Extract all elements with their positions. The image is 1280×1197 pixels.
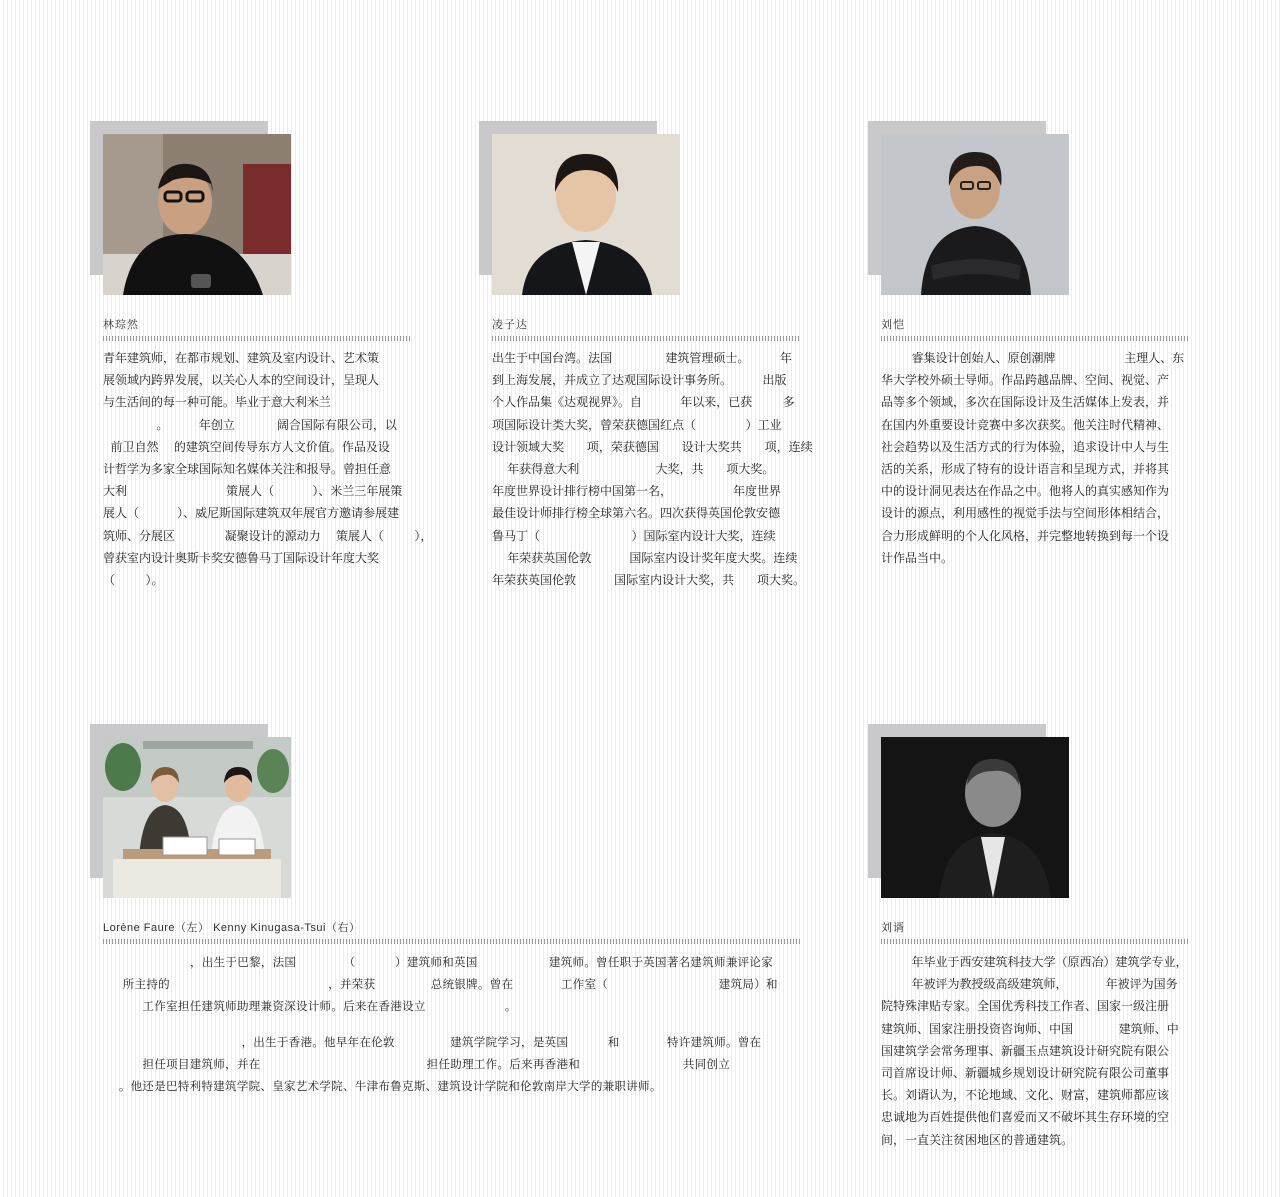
dotted-divider [881,336,1190,341]
portrait-photo-liukai [881,134,1069,295]
portrait-frame-ling [479,121,680,295]
profile-name: 凌子达 [492,318,528,331]
dotted-divider [103,939,801,944]
profile-name: Lorène Faure（左） Kenny Kinugasa-Tsui（右） [103,922,361,934]
profile-name: 刘恺 [881,318,905,331]
profile-bio: 年毕业于西安建筑科技大学（原西冶）建筑学专业， 年被评为教授级高级建筑师， 年被评为国务 院特殊津贴专家。全国优秀科技工作者、国家一级注册 建筑师、国家注册投资咨询师、中国 建筑师、中 国建筑学会常务理事、新疆玉点建筑设计研究院有限公 司首席设计师、新疆城乡规划设计研究院有限公司董事 长。刘谞认为，不论地域、文化、财富，建筑师都应该 忠诚地为百姓提供他们喜爱而又不破坏其生存环境的空 间，一直关注贫困地区的普通建筑。 [881,955,1188,1147]
portrait-photo-lin [103,134,291,295]
portrait-image-ling [492,134,680,295]
portrait-photo-duo [103,737,291,898]
profile-name: 林琮然 [103,318,139,331]
portrait-image-lin [103,134,291,295]
dotted-divider [881,939,1190,944]
profile-bio-secondary: ，出生于香港。他早年在伦敦 建筑学院学习，是英国 和 特许建筑师。曾在 担任项目建筑师，并在 担任助理工作。后来再香港和 共同创立 。他还是巴特利特建筑学院、皇家艺术学院、牛津布鲁克斯、建筑设计学院和伦敦南岸大学的兼职讲师。 [118,1035,762,1094]
portrait-photo-liuxu [881,737,1069,898]
portrait-image-liuxu [881,737,1069,898]
profile-bio: ，出生于巴黎，法国 （ ）建筑师和英国 建筑师。曾任职于英国著名建筑师兼评论家 所主持的 ，并荣获 总统银牌。曾在 工作室（ 建筑局）和 工作室担任建筑师助理兼资深设计师。后来在香港设立 。 [122,955,778,1014]
portrait-frame-lin [90,121,291,295]
profile-name: 刘谞 [881,921,905,934]
dotted-divider [492,336,801,341]
portrait-photo-ling [492,134,680,295]
portrait-image-liukai [881,134,1069,295]
profile-bio: 青年建筑师，在都市规划、建筑及室内设计、艺术策 展领域内跨界发展，以关心人本的空间设计，呈现人 与生活间的每一种可能。毕业于意大利米兰 。 年创立 阔合国际有限公司，以 前卫自然 的建筑空间传导东方人文价值。作品及设 计哲学为多家全球国际知名媒体关注和报导。曾担任意 大利 策展人（ ）、米兰三年展策 展人（ ）、威尼斯国际建筑双年展官方邀请参展建 筑师、分展区 凝聚设计的源动力 策展人（ ）， 曾获室内设计奥斯卡奖安德鲁马丁国际设计年度大奖 （ ）。 [103,351,433,588]
profile-bio: 睿集设计创始人、原创潮牌 主理人、东 华大学校外硕士导师。作品跨越品牌、空间、视觉、产 品等多个领域，多次在国际设计及生活媒体上发表，并 在国内外重要设计竞赛中多次获奖。他关注时代精神、 社会趋势以及生活方式的行为体验，追求设计中人与生 活的关系，形成了特有的设计语言和呈现方式，并将其 中的设计洞见表达在作品之中。他将人的真实感知作为 设计的源点，利用感性的视觉手法与空间形体相结合， 合力形成鲜明的个人化风格，并完整地转换到每一个设 计作品当中。 [881,351,1185,565]
portrait-frame-duo [90,724,291,898]
profile-bio: 出生于中国台湾。法国 建筑管理硕士。 年 到上海发展，并成立了达观国际设计事务所。 出版 个人作品集《达观视界》。自 年以来，已获 多 项国际设计类大奖，曾荣获德国红点（ ）工业 设计领域大奖 项，荣获德国 设计大奖共 项，连续 年获得意大利 大奖，共 项大奖。 年度世界设计排行榜中国第一名， 年度世界 最佳设计师排行榜全球第六名。四次获得英国伦敦安德 鲁马丁（ ）国际室内设计大奖，连续 年荣获英国伦敦 国际室内设计奖年度大奖。连续 年荣获英国伦敦 国际室内设计大奖，共 项大奖。 [492,351,813,588]
portrait-frame-liukai [868,121,1069,295]
portrait-image-duo [103,737,291,898]
dotted-divider [103,336,412,341]
portrait-frame-liuxu [868,724,1069,898]
